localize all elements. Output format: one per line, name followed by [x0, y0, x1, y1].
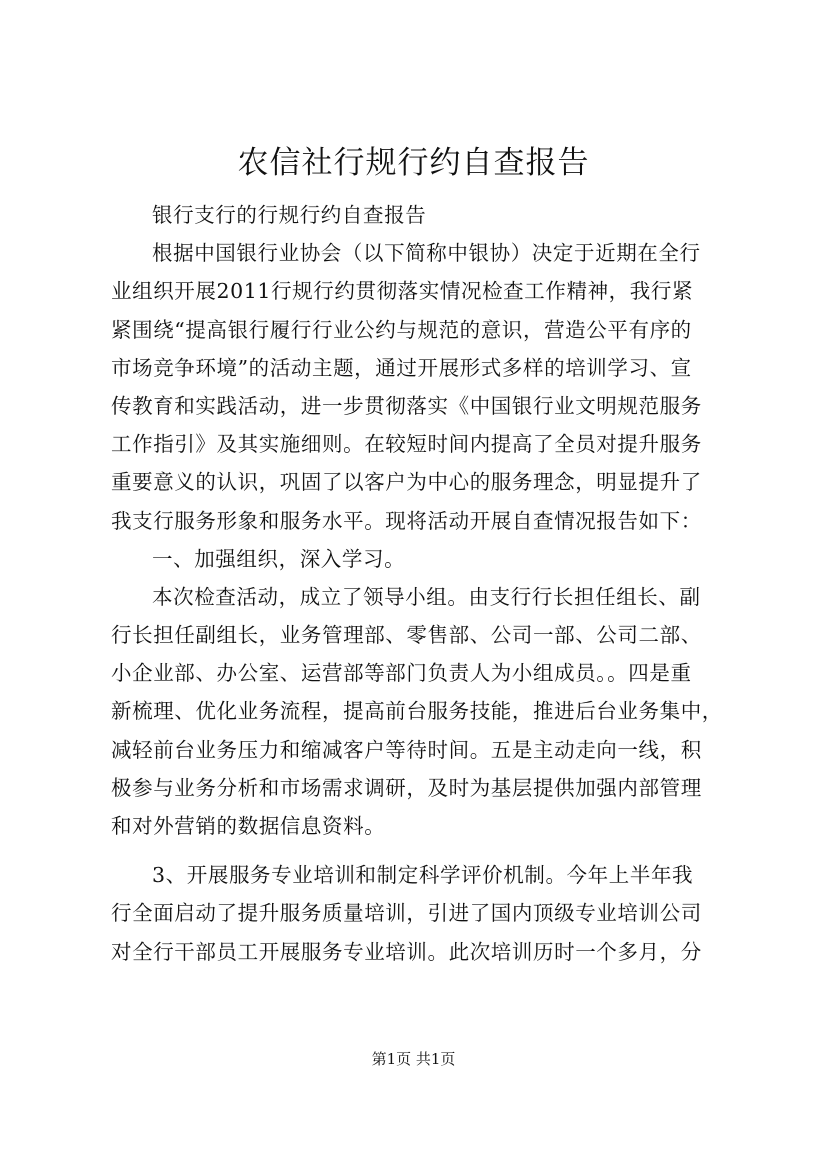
- paragraph-line: 我支行服务形象和服务水平。现将活动开展自查情况报告如下：: [111, 508, 702, 533]
- document-body: [111, 196, 741, 971]
- paragraph-line: 小企业部、办公室、运营部等部门负责人为小组成员。。四是重: [111, 661, 692, 686]
- paragraph-line: 工作指引》及其实施细则。在较短时间内提高了全员对提升服务: [111, 432, 702, 457]
- paragraph-line: 本次检查活动，成立了领导小组。由支行行长担任组长、副: [152, 584, 701, 609]
- paragraph-line: 3、开展服务专业培训和制定科学评价机制。今年上半年我: [152, 863, 694, 888]
- paragraph-line: 行长担任副组长，业务管理部、零售部、公司一部、公司二部、: [111, 623, 702, 648]
- paragraph-line: 重要意义的认识，巩固了以客户为中心的服务理念，明显提升了: [111, 470, 702, 495]
- paragraph-line: 减轻前台业务压力和缩减客户等待时间。五是主动走向一线，积: [111, 737, 702, 762]
- paragraph-line: 对全行干部员工开展服务专业培训。此次培训历时一个多月，分: [111, 939, 702, 964]
- paragraph-line: 业组织开展2011行规行约贯彻落实情况检查工作精神，我行紧: [111, 279, 694, 304]
- section-heading: 一、加强组织，深入学习。: [152, 546, 406, 571]
- paragraph-line: 紧围绕“提高银行履行行业公约与规范的意识，营造公平有序的: [111, 317, 692, 342]
- paragraph-line: 传教育和实践活动，进一步贯彻落实《中国银行业文明规范服务: [111, 393, 702, 418]
- paragraph-line: 行全面启动了提升服务质量培训，引进了国内顶级专业培训公司: [111, 901, 702, 926]
- paragraph-line: 根据中国银行业协会（以下简称中银协）决定于近期在全行: [152, 241, 701, 266]
- paragraph-line: 极参与业务分析和市场需求调研，及时为基层提供加强内部管理: [111, 775, 702, 800]
- paragraph-line: 市场竞争环境”的活动主题，通过开展形式多样的培训学习、宣: [111, 355, 692, 380]
- page-footer: 第1页 共1页: [371, 1050, 456, 1068]
- paragraph-line: 和对外营销的数据信息资料。: [111, 814, 386, 838]
- document-title: 农信社行规行约自查报告: [237, 145, 590, 181]
- subtitle-line: 银行支行的行规行约自查报告: [152, 203, 427, 227]
- paragraph-line: 新梳理、优化业务流程，提高前台服务技能，推进后台业务集中，: [111, 699, 723, 724]
